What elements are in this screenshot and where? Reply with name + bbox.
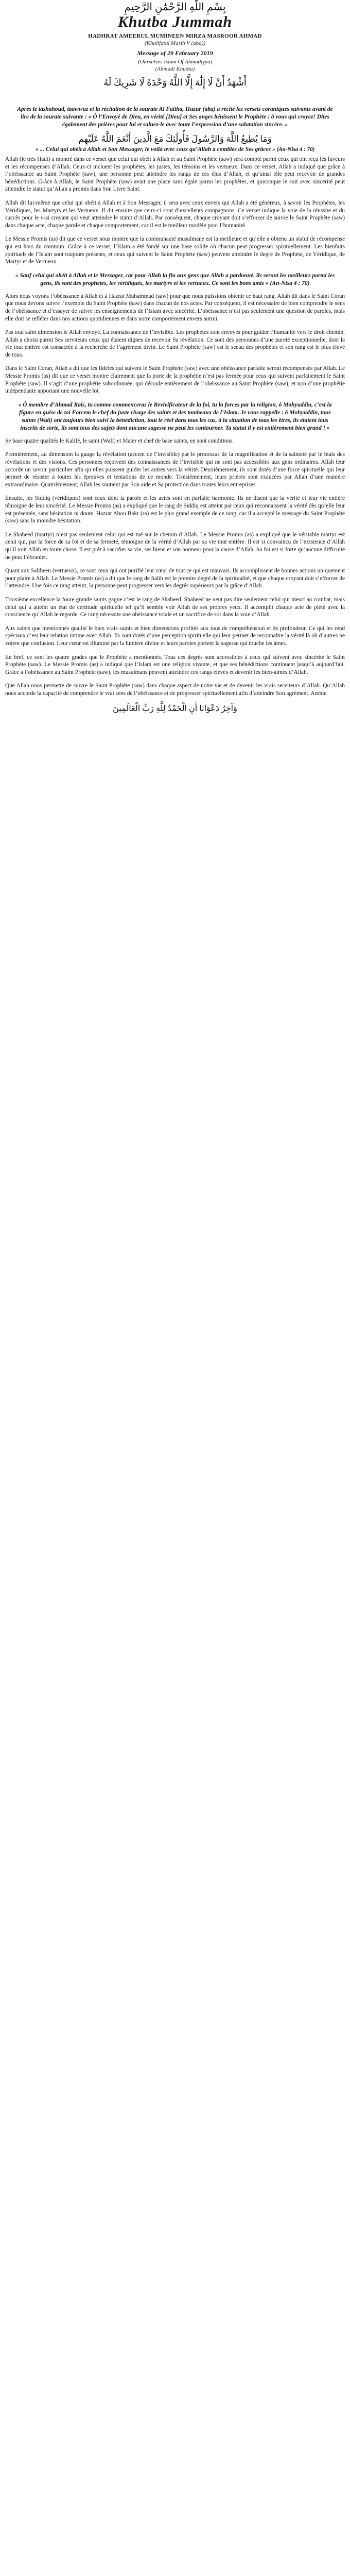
paragraph: En bref, ce sont les quatre grades que le Prophète a mentionnés. Tous ces degrés sont accessibles à ceux qui suivent avec sincérité le Saint Prophète (saw). Le Messie Promis (as) a indiqué que l’Islam est une religion vivante, et que ses bénédictions continuent jusqu’à aujourd’hui. Grâce à l’obéissance au Saint Prophète (saw), les musulmans peuvent atteindre ces rangs élevés et devenir les bien-aimés d’Allah.	[5, 654, 345, 675]
verse-translation: « ... Celui qui obéit à Allah et Son Messager, le voilà avec ceux qu’Allah a comblés de Ses grâces » (An-Nisa 4 : 70)	[35, 146, 315, 152]
paragraph: Le Shaheed (martyr) n’est pas seulement celui qui est tué sur le chemin d’Allah. Le Messie Promis (as) a expliqué que le véritable martyr est celui qui, par la force de sa foi et de sa fermeté, témoigne de la vérité d’Allah par sa vie tout entière. Il est si convaincu de l’existence d’Allah qu’il voit Allah en toute chose. Il est prêt à sacrifier sa vie, ses biens et son honneur pour la cause d’Allah. Sa foi est si forte qu’aucune difficulté ne peut l’ébranler.	[5, 531, 345, 561]
paragraph: Allah (le très Haut) a montré dans ce verset que celui qui obéit à Allah et au Saint Prophète (saw) sera compté parmi ceux qui ont reçu les faveurs et les récompenses d’Allah. Ceux-ci incluent les prophètes, les justes, les témoins et les vertueux. Dans ce verset, Allah a indiqué que grâce à l’obéissance au Saint Prophète (saw), une personne peut atteindre les rangs de ces élus d’Allah, et qu’ainsi elle peut recevoir de grandes bénédictions. Grâce à Allah, le Saint Prophète (saw) avait une place sans égale parmi les prophètes, et quiconque le suit avec sincérité peut atteindre le statut qu’Allah a promis dans Son Livre Saint.	[5, 156, 345, 193]
sermon-type: (Ahmadi Khutba)	[155, 66, 195, 72]
verse-block-2: « Sauf celui qui obéit à Allah et le Messager, car pour Allah la fin aux gens que Allah a pardonné, ils seront les meilleurs parmi les gens, ils sont des prophètes, les véridiques, les martyrs et les vertueux. Ce sont les bons amis » (An-Nisa 4 : 70)	[15, 272, 335, 286]
sermon-reference: (Ourselves Islam Of Ahmadiyya)	[137, 59, 213, 65]
paragraph: Aux saints que mentionnés qualité le bien vrais saints et bien dimensions profités aux tous de compréhension et de profondeur. Ce qui les rend spéciaux c’est leur relation intime avec Allah. Ils sont dotés d’une perception spirituelle qui leur permet de reconnaître la vérité là où d’autres ne voient que confusion. Leur cœur est illuminé par la lumière divine et leurs paroles portent la sagesse qui touche les âmes.	[5, 625, 345, 647]
paragraph: Le Messie Promis (as) dit que ce verset nous montre que la communauté musulmane est la meilleure et qu’elle a obtenu un statut de récompense qui est hors du commun. Grâce à ce verset, l’Islam a été fondé sur une base solide où chacun peut progresser spirituellement. Les bienfaits spirituels de l’Islam sont toujours présents, et ceux qui suivent le Saint Prophète (saw) peuvent atteindre le degré de Prophète, de Véridique, de Martyr et de Vertueux.	[5, 236, 345, 265]
verse-reference: (An-Nisa 4 : 70)	[276, 146, 315, 152]
khalifa-title: (Khalifatul Masih V (aba))	[144, 40, 206, 46]
verse-arabic: وَمَا يُطِيعُ اللَّهَ وَالرَّسُولَ فَأُولَٰئِكَ مَعَ الَّذِينَ أَنْعَمَ اللَّهُ عَلَيْهِم	[78, 134, 272, 144]
verse-block-1	[5, 134, 345, 152]
paragraph: Que Allah nous permette de suivre le Saint Prophète (saw) dans chaque aspect de notre vie et de devenir les vrais serviteurs d’Allah. Qu’Allah nous accorde la capacité de comprendre le vrai sens de l’obéissance et de progresser spirituellement afin d’atteindre Son agrément. Amine.	[5, 683, 345, 697]
closing-arabic: وَآخِرُ دَعْوَانَا أَنِ الْحَمْدُ لِلَّهِ رَبِّ الْعَالَمِينَ	[113, 704, 237, 714]
paragraph: Alors nous voyons l’obéissance à Allah et à Hazrat Muhammad (saw) pour que nous puissions obtenir ce haut rang. Allah dit dans le Saint Coran que nous devons suivre l’exemple du Saint Prophète (saw) dans chacun de nos actes. Par conséquent, il est nécessaire de bien comprendre le sens de l’obéissance et d’essayer de suivre les enseignements de l’Islam avec sincérité. L’obéissance n’est pas seulement une question de paroles, mais elle doit se refléter dans nos actions quotidiennes et dans notre comportement envers autrui.	[5, 293, 345, 322]
sermon-date: Message of 29 February 2019	[137, 49, 213, 57]
page-header	[0, 0, 350, 88]
paragraph: Quant aux Saliheen (vertueux), ce sont ceux qui ont purifié leur cœur de tout ce qui est mauvais. Ils accomplissent de bonnes actions uniquement pour plaire à Allah. Le Messie Promis (as) a dit que le rang de Salih est le premier degré de la spiritualité, et que chaque croyant doit s’efforcer de l’atteindre. Une fois ce rang atteint, la personne peut progresser vers les degrés supérieurs par la grâce d’Allah.	[5, 568, 345, 589]
paragraph: Ensuite, les Siddiq (véridiques) sont ceux dont la parole et les actes sont en parfaite harmonie. Ils ne disent que la vérité et leur vie entière témoigne de leur sincérité. Le Messie Promis (as) a expliqué que le rang de Siddiq est atteint par ceux qui reconnaissent la vérité dès qu’elle leur est présentée, sans hésitation ni doute. Hazrat Abou Bakr (ra) est le plus grand exemple de ce rang, car il a accepté le message du Saint Prophète (saw) sans la moindre hésitation.	[5, 495, 345, 524]
shahada-arabic: أَشْهَدُ أَنْ لَا إِلَٰهَ إِلَّا اللَّهُ وَحْدَهُ لَا شَرِيكَ لَهُ	[103, 77, 247, 88]
paragraph: Premièrement, au dimension la gauge la révélation (accent de l’invisible) par le processus de la magnification et de la sainteté par le biais des révélations et des visions. Ces personnes reçoivent des connaissances de l’invisible qui ne sont pas accessibles aux gens ordinaires. Allah leur accorde un savoir particulier afin qu’elles puissent guider les autres vers la vérité. Deuxièmement, ils sont dotés d’une force spirituelle qui leur permet de résister à toutes les épreuves et tentations de ce monde. Troisièmement, leurs prières sont exaucées par Allah d’une manière extraordinaire. Quatrièmement, Allah les soutient par Son aide et Sa protection dans toutes leurs entreprises.	[5, 451, 345, 488]
paragraph: Troisième excellence la foure grande saints gagne c’est le rang de Shaheed. Shaheed ne veut pas dire seulement celui qui meurt au combat, mais celui qui a atteint un état de certitude spirituelle tel qu’il semble voir Allah de ses propres yeux. Il accomplit chaque acte de piété avec la conscience qu’Allah le regarde. Ce rang nécessite une obéissance totale et un sacrifice de soi dans la voie d’Allah.	[5, 596, 345, 618]
paragraph: Se base quatre qualités le Kalifé, le saint (Wali) et Mater et chef de base saints, en sont conditions.	[5, 437, 234, 444]
paragraph: Pas tout saint dimension le Allah envoyé. La connaissance de l’invisible. Les prophètes sont envoyés pour guider l’humanité vers le droit chemin. Allah a choisi parmi Ses serviteurs ceux qui étaient dignes de recevoir Sa révélation. Ce sont des personnes d’une pureté exceptionnelle, dont la vie tout entière est consacrée à la recherche de l’agrément divin. Le Saint Prophète (saw) est le sceau des prophètes et son rang est le plus élevé de tous.	[5, 329, 345, 358]
paragraph: Dans le Saint Coran, Allah a dit que les fidèles qui suivent le Saint Prophète (saw) avec une obéissance parfaite seront récompensés par Allah. Le Messie Promis (as) dit que ce verset montre clairement que la porte de la prophétie n’est pas fermée pour ceux qui suivent parfaitement le Saint Prophète (saw). Il s’agit d’une prophétie subordonnée, qui découle entièrement de l’obéissance au Saint Prophète (saw), et non d’une prophétie indépendante apportant une nouvelle loi.	[5, 365, 345, 395]
paragraph: Allah dit lui-même que celui qui obéit à Allah et à Son Messager, il sera avec ceux envers qui Allah a été généreux, à savoir les Prophètes, les Véridiques, les Martyrs et les Vertueux. Il dit ensuite que ceux-ci sont d’excellents compagnons. Ce verset indique la voie de la réussite et du succès pour le vrai croyant qui veut atteindre le statut d’Allah. Par conséquent, chaque croyant doit s’efforcer de suivre le Saint Prophète (saw) dans chaque acte, chaque parole et chaque comportement, car il est le meilleur modèle pour l’humanité.	[5, 199, 345, 229]
khalifa-name: HADHRAT AMEERUL MUMINEEN MIRZA MASROOR AHMAD	[88, 33, 262, 39]
page-title: Khutba Jummah	[117, 13, 233, 30]
sermon-body	[5, 106, 345, 714]
bismillah-arabic: بِسْمِ اللَّهِ الرَّحْمَٰنِ الرَّحِيمِ	[124, 2, 226, 13]
intro-text: Après le tashahoud, taawwuz et la récitation de la sourate Al Fatiha, Huzur (aba) a récité les versets coraniques suivants avant de lire de la sourate suivante : « Ô l’Envoyé de Dieu, en vérité [Dieu] et Ses anges bénissent le Prophète : ô vous qui croyez! Dites également des prières pour lui et saluez-le avec toute l’expression d’une salutation sincère. »	[17, 106, 333, 128]
quote-block: « Ô membre d’Ahmad Raïs, tu comme commenceras le Revivificateur de la foi, tu la forces par la religion, ô Mohyuddin, c’est la figure en guise de toi Forcem le chef du juste rivage des saints et des tombeaux de l’Islam. Je vous rappelle : ô Mohyuddin, tous saints (Wali) ont toujours bien suivi la bénédiction, tout le réel dans tous les cas, à la situation de tous les êtres, ils étaient tous inscrits de sorte, ils sont tous des sujets dont aucune sagesse ne peut les contourner. Ta statut il y est entièrement bien grand ! »	[18, 401, 332, 431]
verse-reference: (An-Nisa 4 : 70)	[270, 280, 310, 286]
